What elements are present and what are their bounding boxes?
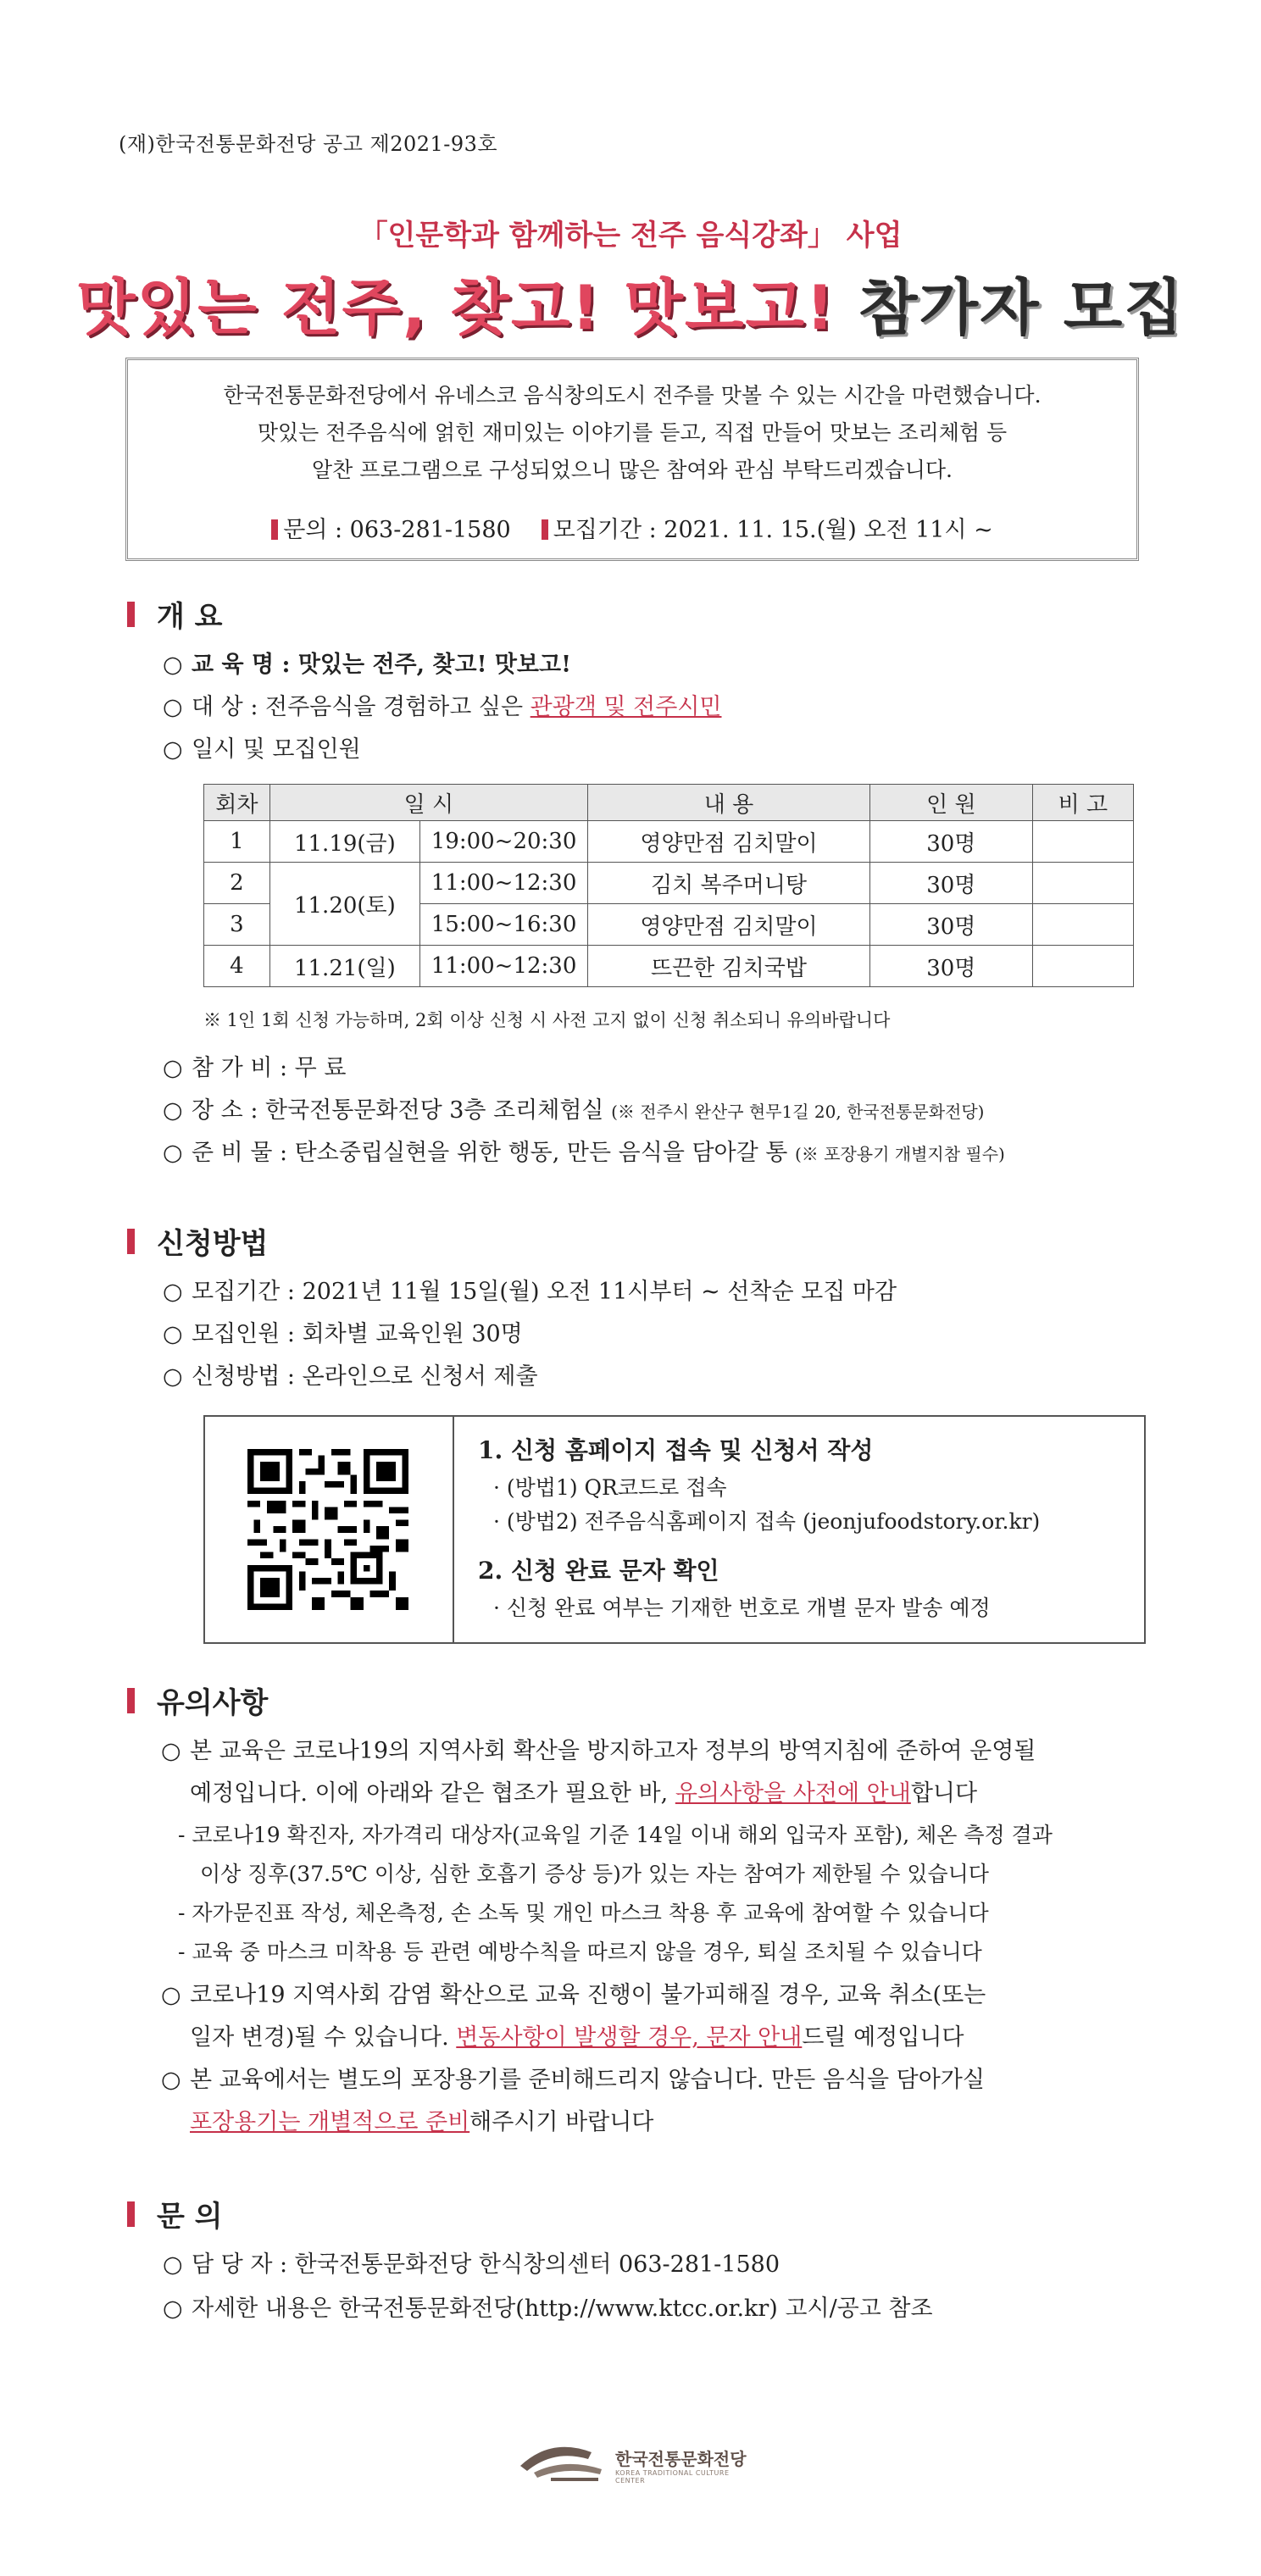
course-name — [163, 646, 571, 679]
section-inquiry-heading — [127, 2193, 223, 2235]
circle-bullet-icon: ○ — [163, 652, 183, 678]
section-marker-icon — [127, 602, 135, 627]
circle-bullet-icon: ○ — [163, 1055, 183, 1081]
circle-bullet-icon: ○ — [163, 2296, 183, 2322]
cell-date: 11.21(일) — [269, 946, 419, 987]
project-subtitle: 「인문학과 함께하는 전주 음식강좌」 사업 — [358, 219, 903, 253]
caution-text: 드릴 예정입니다 — [802, 2024, 964, 2051]
cell-content: 뜨끈한 김치국밥 — [588, 946, 870, 987]
circle-bullet-icon: ○ — [163, 1097, 183, 1124]
ktcc-logo-icon — [517, 2432, 619, 2491]
title-red-part: 맛있는 전주, 찾고! 맛보고! — [76, 272, 836, 343]
caution-p2-line1 — [161, 1976, 986, 2009]
cell-content: 영양만점 김치말이 — [588, 821, 870, 863]
caution-p2-line2 — [190, 2018, 964, 2051]
section-marker-icon — [127, 2201, 135, 2227]
step-1-method-1: · (방법1) QR코드로 접속 — [493, 1475, 727, 1500]
caution-p3-line1 — [161, 2061, 985, 2094]
section-title: 신청방법 — [157, 1227, 269, 1261]
apply-method — [163, 1357, 538, 1391]
caution-highlight: 유의사항을 사전에 안내 — [675, 1780, 911, 1807]
fee — [163, 1049, 346, 1082]
caution-text: 일자 변경)될 수 있습니다. — [190, 2024, 457, 2051]
section-overview-heading — [127, 593, 223, 635]
intro-contact-row — [128, 511, 1136, 544]
apply-people — [163, 1315, 523, 1348]
target — [163, 688, 722, 721]
cell-note — [1032, 904, 1133, 946]
circle-bullet-icon: ○ — [163, 1140, 183, 1166]
bullet-bar-icon — [271, 519, 278, 540]
section-title: 유의사항 — [157, 1686, 269, 1720]
caution-highlight: 포장용기는 개별적으로 준비 — [190, 2109, 470, 2135]
cell-no: 2 — [204, 863, 270, 904]
cell-no: 1 — [204, 821, 270, 863]
place-text: 장 소 : 한국전통문화전당 3층 조리체험실 — [192, 1097, 612, 1124]
qr-code-icon[interactable] — [247, 1449, 408, 1610]
header-cell: 내 용 — [588, 785, 870, 821]
cell-date: 11.20(토) — [269, 863, 419, 946]
apply-method-text: 신청방법 : 온라인으로 신청서 제출 — [192, 1363, 538, 1390]
header-cell: 비 고 — [1032, 785, 1133, 821]
course-label: 교 육 명 : — [192, 652, 298, 678]
intro-contact: 문의 : 063-281-1580 — [283, 517, 511, 543]
apply-steps-box — [203, 1415, 1146, 1644]
logo-name-en: KOREA TRADITIONAL CULTURE CENTER — [615, 2469, 730, 2484]
bullet-bar-icon — [542, 519, 548, 540]
caution-text: 예정입니다. 이에 아래와 같은 협조가 필요한 바, — [190, 1780, 675, 1807]
section-marker-icon — [127, 1229, 135, 1254]
circle-bullet-icon: ○ — [163, 1321, 183, 1347]
cell-time: 19:00~20:30 — [420, 821, 588, 863]
inquiry-detail-text: 자세한 내용은 한국전통문화전당(http://www.ktcc.or.kr) 고시/공고 참조 — [192, 2296, 933, 2322]
header-cell: 인 원 — [869, 785, 1032, 821]
cell-note — [1032, 946, 1133, 987]
section-apply-heading — [127, 1220, 268, 1262]
cell-content: 영양만점 김치말이 — [588, 904, 870, 946]
caution-p1-line2 — [190, 1774, 977, 1807]
intro-line-2: 맛있는 전주음식에 얽힌 재미있는 이야기를 듣고, 직접 만들어 맛보는 조리체험 등 — [257, 420, 1008, 445]
intro-box — [125, 358, 1139, 561]
circle-bullet-icon: ○ — [161, 1738, 181, 1764]
cell-no: 4 — [204, 946, 270, 987]
circle-bullet-icon: ○ — [161, 2067, 181, 2093]
caution-dash-2: - 자가문진표 작성, 체온측정, 손 소독 및 개인 마스크 착용 후 교육에 참여할 수 있습니다 — [178, 1901, 989, 1925]
header-cell: 회차 — [204, 785, 270, 821]
caution-text: 해주시기 바랍니다 — [469, 2109, 654, 2135]
notice-number: (재)한국전통문화전당 공고 제2021-93호 — [119, 132, 498, 156]
cell-note — [1032, 863, 1133, 904]
step-2-detail: · 신청 완료 여부는 기재한 번호로 개별 문자 발송 예정 — [493, 1596, 991, 1620]
circle-bullet-icon: ○ — [163, 1279, 183, 1305]
apply-period — [163, 1273, 897, 1306]
box-divider — [453, 1417, 454, 1642]
caution-dash-1a: - 코로나19 확진자, 자가격리 대상자(교육일 기준 14일 이내 해외 입국자 포함), 체온 측정 결과 — [178, 1823, 1053, 1847]
caution-text: 합니다 — [910, 1780, 978, 1807]
fee-text: 참 가 비 : 무 료 — [192, 1055, 347, 1081]
circle-bullet-icon: ○ — [163, 736, 183, 763]
table-row — [204, 946, 1134, 987]
schedule-table — [203, 784, 1134, 987]
prep — [163, 1134, 1005, 1167]
section-title: 개 요 — [157, 600, 223, 634]
caution-text: 본 교육은 코로나19의 지역사회 확산을 방지하고자 정부의 방역지침에 준하여 운영될 — [190, 1738, 1036, 1764]
intro-line-3: 알찬 프로그램으로 구성되었으니 많은 참여와 관심 부탁드리겠습니다. — [312, 458, 953, 482]
apply-period-text: 모집기간 : 2021년 11월 15일(월) 오전 11시부터 ~ 선착순 모집 마감 — [192, 1279, 897, 1305]
apply-people-text: 모집인원 : 회차별 교육인원 30명 — [192, 1321, 523, 1347]
step-2-title: 2. 신청 완료 문자 확인 — [478, 1557, 719, 1585]
table-footnote: ※ 1인 1회 신청 가능하며, 2회 이상 신청 시 사전 고지 없이 신청 취소되니 유의바랍니다 — [203, 1010, 891, 1030]
caution-p1-line1 — [161, 1732, 1036, 1765]
caution-p3-line2 — [190, 2103, 653, 2136]
target-value: 관광객 및 전주시민 — [530, 694, 722, 720]
logo-name: 한국전통문화전당 — [615, 2449, 747, 2469]
place-note: (※ 전주시 완산구 현무1길 20, 한국전통문화전당) — [611, 1102, 985, 1122]
circle-bullet-icon: ○ — [161, 1982, 181, 2008]
table-row — [204, 863, 1134, 904]
inquiry-manager-text: 담 당 자 : 한국전통문화전당 한식창의센터 063-281-1580 — [192, 2251, 780, 2278]
section-marker-icon — [127, 1688, 135, 1713]
cell-count: 30명 — [869, 904, 1032, 946]
step-1-method-2: · (방법2) 전주음식홈페이지 접속 (jeonjufoodstory.or.kr) — [493, 1509, 1041, 1534]
prep-text: 준 비 물 : 탄소중립실현을 위한 행동, 만든 음식을 담아갈 통 — [192, 1140, 795, 1166]
cell-date: 11.19(금) — [269, 821, 419, 863]
prep-note: (※ 포장용기 개별지참 필수) — [794, 1144, 1005, 1164]
section-title: 문 의 — [157, 2200, 223, 2234]
caution-dash-1b: 이상 징후(37.5℃ 이상, 심한 호흡기 증상 등)가 있는 자는 참여가 제한될 수 있습니다 — [200, 1862, 989, 1886]
cell-count: 30명 — [869, 821, 1032, 863]
inquiry-manager — [163, 2246, 780, 2279]
cell-content: 김치 복주머니탕 — [588, 863, 870, 904]
inquiry-detail — [163, 2290, 933, 2323]
target-label: 대 상 : 전주음식을 경험하고 싶은 — [192, 694, 531, 720]
cell-no: 3 — [204, 904, 270, 946]
cell-count: 30명 — [869, 863, 1032, 904]
cell-time: 11:00~12:30 — [420, 946, 588, 987]
title-dark-part: 참가자 모집 — [858, 272, 1185, 343]
cell-note — [1032, 821, 1133, 863]
header-cell: 일 시 — [269, 785, 587, 821]
intro-period: 모집기간 : 2021. 11. 15.(월) 오전 11시 ~ — [553, 517, 993, 543]
footer-logo — [517, 2432, 754, 2491]
table-header-row — [204, 785, 1134, 821]
cell-time: 11:00~12:30 — [420, 863, 588, 904]
caution-highlight: 변동사항이 발생할 경우, 문자 안내 — [456, 2024, 803, 2051]
section-caution-heading — [127, 1679, 268, 1721]
caution-dash-3: - 교육 중 마스크 미착용 등 관련 예방수칙을 따르지 않을 경우, 퇴실 조치될 수 있습니다 — [178, 1940, 982, 1964]
table-row — [204, 821, 1134, 863]
schedule-label — [163, 730, 361, 763]
circle-bullet-icon: ○ — [163, 694, 183, 720]
place — [163, 1091, 984, 1124]
intro-line-1: 한국전통문화전당에서 유네스코 음식창의도시 전주를 맛볼 수 있는 시간을 마련했습니다. — [223, 383, 1042, 408]
cell-count: 30명 — [869, 946, 1032, 987]
circle-bullet-icon: ○ — [163, 1363, 183, 1390]
main-title — [0, 258, 1261, 347]
step-1-title: 1. 신청 홈페이지 접속 및 신청서 작성 — [478, 1436, 874, 1464]
caution-text: 본 교육에서는 별도의 포장용기를 준비해드리지 않습니다. 만든 음식을 담아가실 — [190, 2067, 985, 2093]
caution-text: 코로나19 지역사회 감염 확산으로 교육 진행이 불가피해질 경우, 교육 취소(또는 — [190, 1982, 986, 2008]
schedule-label-text: 일시 및 모집인원 — [192, 736, 361, 763]
cell-time: 15:00~16:30 — [420, 904, 588, 946]
course-value: 맛있는 전주, 찾고! 맛보고! — [297, 652, 571, 678]
circle-bullet-icon: ○ — [163, 2251, 183, 2278]
